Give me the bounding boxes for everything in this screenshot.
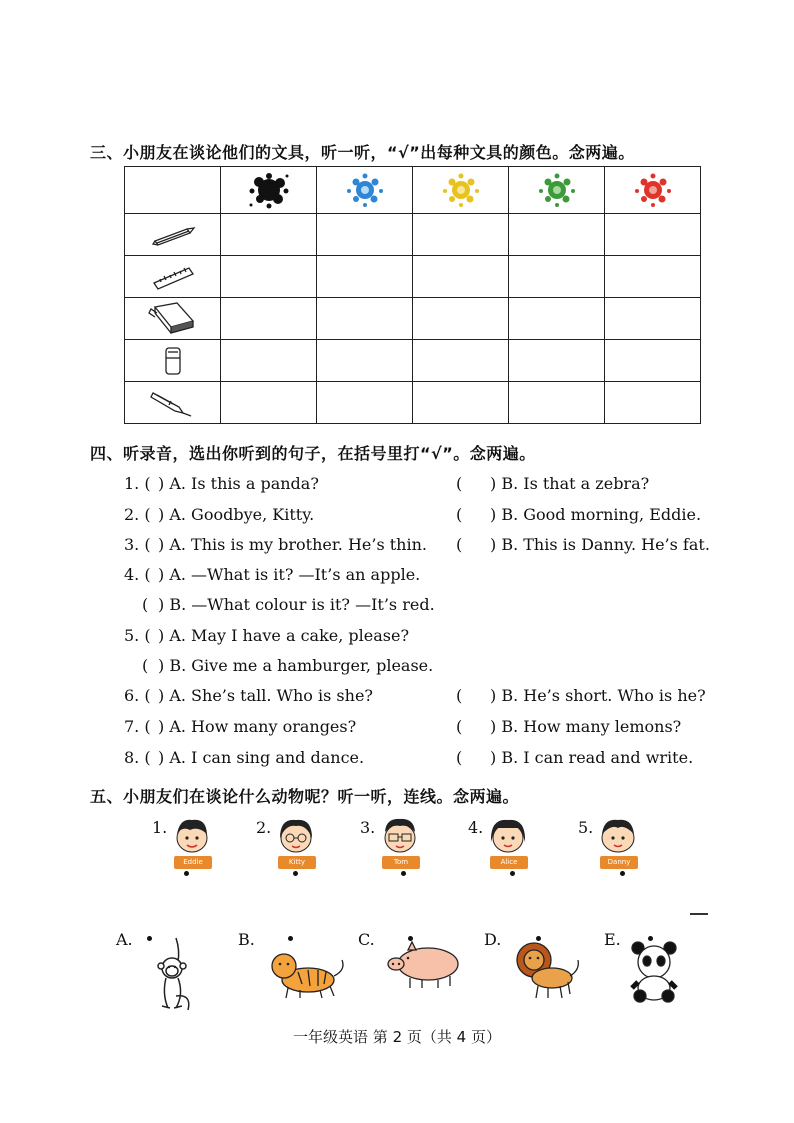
answer-cell[interactable] [605, 340, 701, 382]
eraser-icon [158, 344, 188, 378]
row-label-pencil [125, 214, 221, 256]
animal-letter: B. [238, 930, 255, 949]
name-tag: Danny [600, 856, 638, 869]
animal-panda [604, 928, 714, 1008]
blue-splash-icon [343, 170, 387, 210]
answer-cell[interactable] [509, 340, 605, 382]
answer-cell[interactable] [605, 256, 701, 298]
question-number[interactable]: 5. ( [124, 626, 151, 645]
row-label-pen [125, 382, 221, 424]
section-5-heading: 五、小朋友们在谈论什么动物呢？听一听，连线。念两遍。 [90, 787, 520, 806]
answer-cell[interactable] [317, 382, 413, 424]
question-2 [124, 505, 314, 524]
section-3-heading: 三、小朋友在谈论他们的文具，听一听，“√”出每种文具的颜色。念两遍。 [90, 143, 635, 162]
question-1-option-b [456, 474, 649, 493]
match-dot-kid-4[interactable] [510, 871, 515, 876]
match-dot-animal-d[interactable] [536, 936, 541, 941]
match-dot-animal-a[interactable] [147, 936, 152, 941]
name-tag: Eddie [174, 856, 212, 869]
row-label-eraser [125, 340, 221, 382]
boy-glasses-face-icon [376, 816, 424, 856]
answer-paren[interactable]: ( [142, 656, 149, 675]
answer-cell[interactable] [605, 214, 701, 256]
answer-cell[interactable] [509, 214, 605, 256]
color-header-blue [317, 167, 413, 214]
animal-pig [358, 928, 468, 1008]
pig-icon [378, 936, 468, 996]
option-b: ) B. I can read and write. [490, 748, 694, 767]
question-2-option-b [456, 505, 701, 524]
animal-letter: D. [484, 930, 502, 949]
answer-paren[interactable]: ( [456, 717, 463, 736]
answer-cell[interactable] [509, 256, 605, 298]
answer-cell[interactable] [317, 340, 413, 382]
option-a: ) A. She’s tall. Who is she? [158, 686, 373, 705]
match-dot-kid-3[interactable] [401, 871, 406, 876]
option-a: ) A. This is my brother. He’s thin. [158, 535, 427, 554]
question-8 [124, 748, 364, 767]
question-5 [124, 626, 409, 645]
panda-icon [624, 936, 694, 1006]
option-a: ) A. May I have a cake, please? [158, 626, 410, 645]
name-tag: Tom [382, 856, 420, 869]
option-b: ) B. Is that a zebra? [490, 474, 650, 493]
answer-cell[interactable] [317, 214, 413, 256]
kid-number: 4. [468, 818, 484, 837]
table-corner-cell [125, 167, 221, 214]
option-b: ) B. Give me a hamburger, please. [158, 656, 434, 675]
kid-tom [360, 816, 440, 880]
color-header-black [221, 167, 317, 214]
answer-paren[interactable]: ( [456, 474, 463, 493]
kid-number: 2. [256, 818, 272, 837]
question-number[interactable]: 2. ( [124, 505, 151, 524]
color-header-red [605, 167, 701, 214]
question-number[interactable]: 6. ( [124, 686, 151, 705]
girl-face-icon [484, 816, 532, 856]
color-header-green [509, 167, 605, 214]
answer-cell[interactable] [221, 298, 317, 340]
question-6 [124, 686, 373, 705]
option-b: ) B. How many lemons? [490, 717, 682, 736]
answer-paren[interactable]: ( [456, 535, 463, 554]
ruler-icon [149, 264, 197, 290]
kid-number: 5. [578, 818, 594, 837]
answer-paren[interactable]: ( [456, 686, 463, 705]
answer-cell[interactable] [413, 214, 509, 256]
kid-alice [468, 816, 548, 880]
red-splash-icon [631, 170, 675, 210]
option-a: ) A. Goodbye, Kitty. [158, 505, 315, 524]
option-b: ) B. He’s short. Who is he? [490, 686, 706, 705]
question-3 [124, 535, 427, 554]
match-dot-kid-5[interactable] [620, 871, 625, 876]
answer-paren[interactable]: ( [456, 748, 463, 767]
question-number[interactable]: 3. ( [124, 535, 151, 554]
match-dot-animal-c[interactable] [408, 936, 413, 941]
answer-cell[interactable] [221, 214, 317, 256]
section-4-heading: 四、听录音，选出你听到的句子，在括号里打“√”。念两遍。 [90, 444, 536, 463]
answer-cell[interactable] [509, 382, 605, 424]
answer-cell[interactable] [413, 382, 509, 424]
kid-danny [578, 816, 658, 880]
question-5-option-b [142, 656, 433, 675]
answer-cell[interactable] [413, 298, 509, 340]
question-3-option-b [456, 535, 710, 554]
row-label-ruler [125, 256, 221, 298]
page-footer: 一年级英语 第 2 页（共 4 页） [293, 1028, 501, 1046]
monkey-icon [136, 936, 216, 1016]
stationery-color-table [124, 166, 701, 424]
name-tag: Kitty [278, 856, 316, 869]
boy-face-icon [594, 816, 642, 856]
name-tag: Alice [490, 856, 528, 869]
animal-letter: C. [358, 930, 375, 949]
book-icon [147, 301, 199, 337]
answer-paren[interactable]: ( [456, 505, 463, 524]
answer-cell[interactable] [605, 298, 701, 340]
margin-dash [690, 913, 708, 915]
boy-face-icon [168, 816, 216, 856]
question-number[interactable]: 7. ( [124, 717, 151, 736]
question-7-option-b [456, 717, 681, 736]
answer-cell[interactable] [221, 340, 317, 382]
black-splash-icon [247, 170, 291, 210]
green-splash-icon [535, 170, 579, 210]
answer-cell[interactable] [605, 382, 701, 424]
lion-icon [504, 936, 584, 1006]
kid-number: 3. [360, 818, 376, 837]
option-a: ) A. Is this a panda? [158, 474, 319, 493]
girl-glasses-face-icon [272, 816, 320, 856]
question-number[interactable]: 4. ( [124, 565, 151, 584]
pencil-icon [149, 223, 197, 247]
animal-monkey [116, 928, 226, 1008]
option-a: ) A. How many oranges? [158, 717, 357, 736]
row-label-book [125, 298, 221, 340]
color-header-yellow [413, 167, 509, 214]
match-dot-kid-2[interactable] [293, 871, 298, 876]
question-8-option-b [456, 748, 693, 767]
answer-cell[interactable] [221, 382, 317, 424]
answer-cell[interactable] [413, 256, 509, 298]
option-a: ) A. I can sing and dance. [158, 748, 365, 767]
question-1 [124, 474, 319, 493]
question-number[interactable]: 1. ( [124, 474, 151, 493]
animal-letter: E. [604, 930, 621, 949]
answer-cell[interactable] [221, 256, 317, 298]
pen-icon [149, 387, 197, 419]
question-6-option-b [456, 686, 706, 705]
question-number[interactable]: 8. ( [124, 748, 151, 767]
option-b: ) B. Good morning, Eddie. [490, 505, 702, 524]
animal-letter: A. [116, 930, 133, 949]
option-a: ) A. —What is it? —It’s an apple. [158, 565, 421, 584]
answer-cell[interactable] [413, 340, 509, 382]
answer-cell[interactable] [317, 298, 413, 340]
answer-paren[interactable]: ( [142, 595, 149, 614]
option-b: ) B. This is Danny. He’s fat. [490, 535, 710, 554]
answer-cell[interactable] [317, 256, 413, 298]
yellow-splash-icon [439, 170, 483, 210]
answer-cell[interactable] [509, 298, 605, 340]
question-4 [124, 565, 420, 584]
kid-eddie [152, 816, 232, 880]
question-4-option-b [142, 595, 435, 614]
animal-tiger [238, 928, 348, 1008]
question-7 [124, 717, 356, 736]
match-dot-kid-1[interactable] [184, 871, 189, 876]
option-b: ) B. —What colour is it? —It’s red. [158, 595, 435, 614]
tiger-icon [258, 936, 348, 1006]
match-dot-animal-b[interactable] [288, 936, 293, 941]
kid-number: 1. [152, 818, 168, 837]
match-dot-animal-e[interactable] [648, 936, 653, 941]
